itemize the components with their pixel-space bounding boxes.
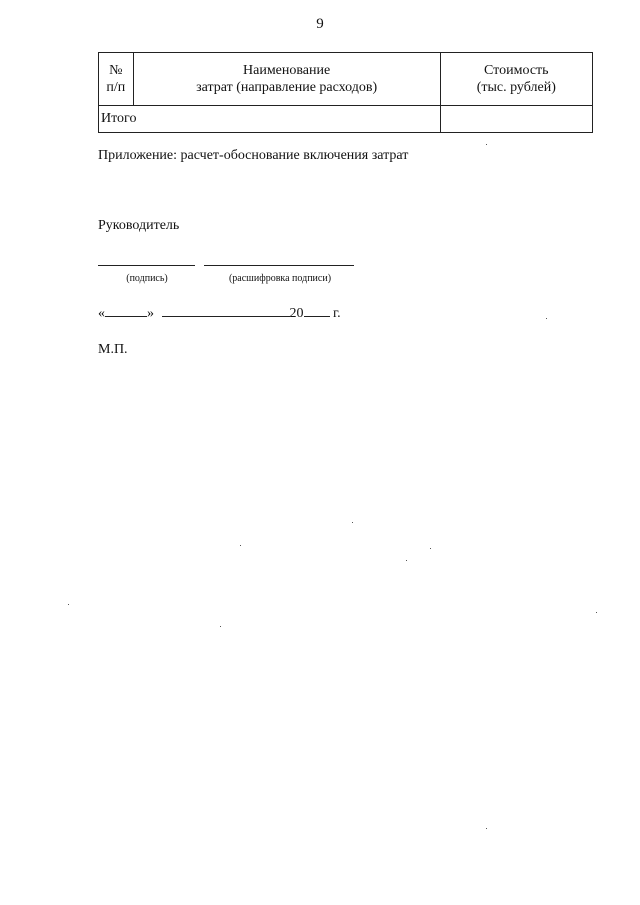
cost-table [98, 52, 593, 133]
header-name-line1: Наименование [243, 63, 331, 78]
header-name-line2: затрат (направление расходов) [196, 80, 378, 95]
head-title: Руководитель [98, 218, 180, 233]
table-total-row [99, 106, 593, 133]
scan-speck [68, 604, 69, 605]
year-blank [304, 304, 330, 317]
year-suffix: г. [333, 306, 341, 321]
scan-speck [546, 318, 547, 319]
year-prefix: 20 [289, 306, 304, 321]
header-num-line1: № [109, 63, 123, 78]
month-blank [162, 304, 290, 317]
signature-caption: (подпись) [126, 273, 168, 284]
date-line [98, 304, 341, 322]
header-cost-line2: (тыс. рублей) [476, 80, 556, 95]
scan-speck [352, 522, 353, 523]
header-num-line2: п/п [106, 80, 126, 95]
date-close-quote: » [147, 306, 154, 321]
header-cost-cell [440, 53, 592, 106]
header-cost-line1: Стоимость [484, 63, 549, 78]
stamp-placeholder: М.П. [98, 342, 128, 357]
table-header-row [99, 53, 593, 106]
scan-speck [406, 560, 407, 561]
scan-speck [596, 612, 597, 613]
page-number: 9 [316, 16, 324, 32]
signature-line [98, 265, 195, 266]
decoding-line [204, 265, 354, 266]
total-label: Итого [99, 106, 441, 133]
day-blank [105, 304, 147, 317]
header-name-cell [133, 53, 440, 106]
appendix-text: Приложение: расчет-обоснование включения затрат [98, 148, 409, 163]
total-value-cell [440, 106, 592, 133]
scan-speck [220, 626, 221, 627]
header-num-cell [99, 53, 134, 106]
scan-speck [430, 548, 431, 549]
scan-speck [486, 144, 487, 145]
scan-speck [240, 545, 241, 546]
scan-speck [486, 828, 487, 829]
decoding-caption: (расшифровка подписи) [228, 273, 332, 284]
date-open-quote: « [98, 306, 105, 321]
